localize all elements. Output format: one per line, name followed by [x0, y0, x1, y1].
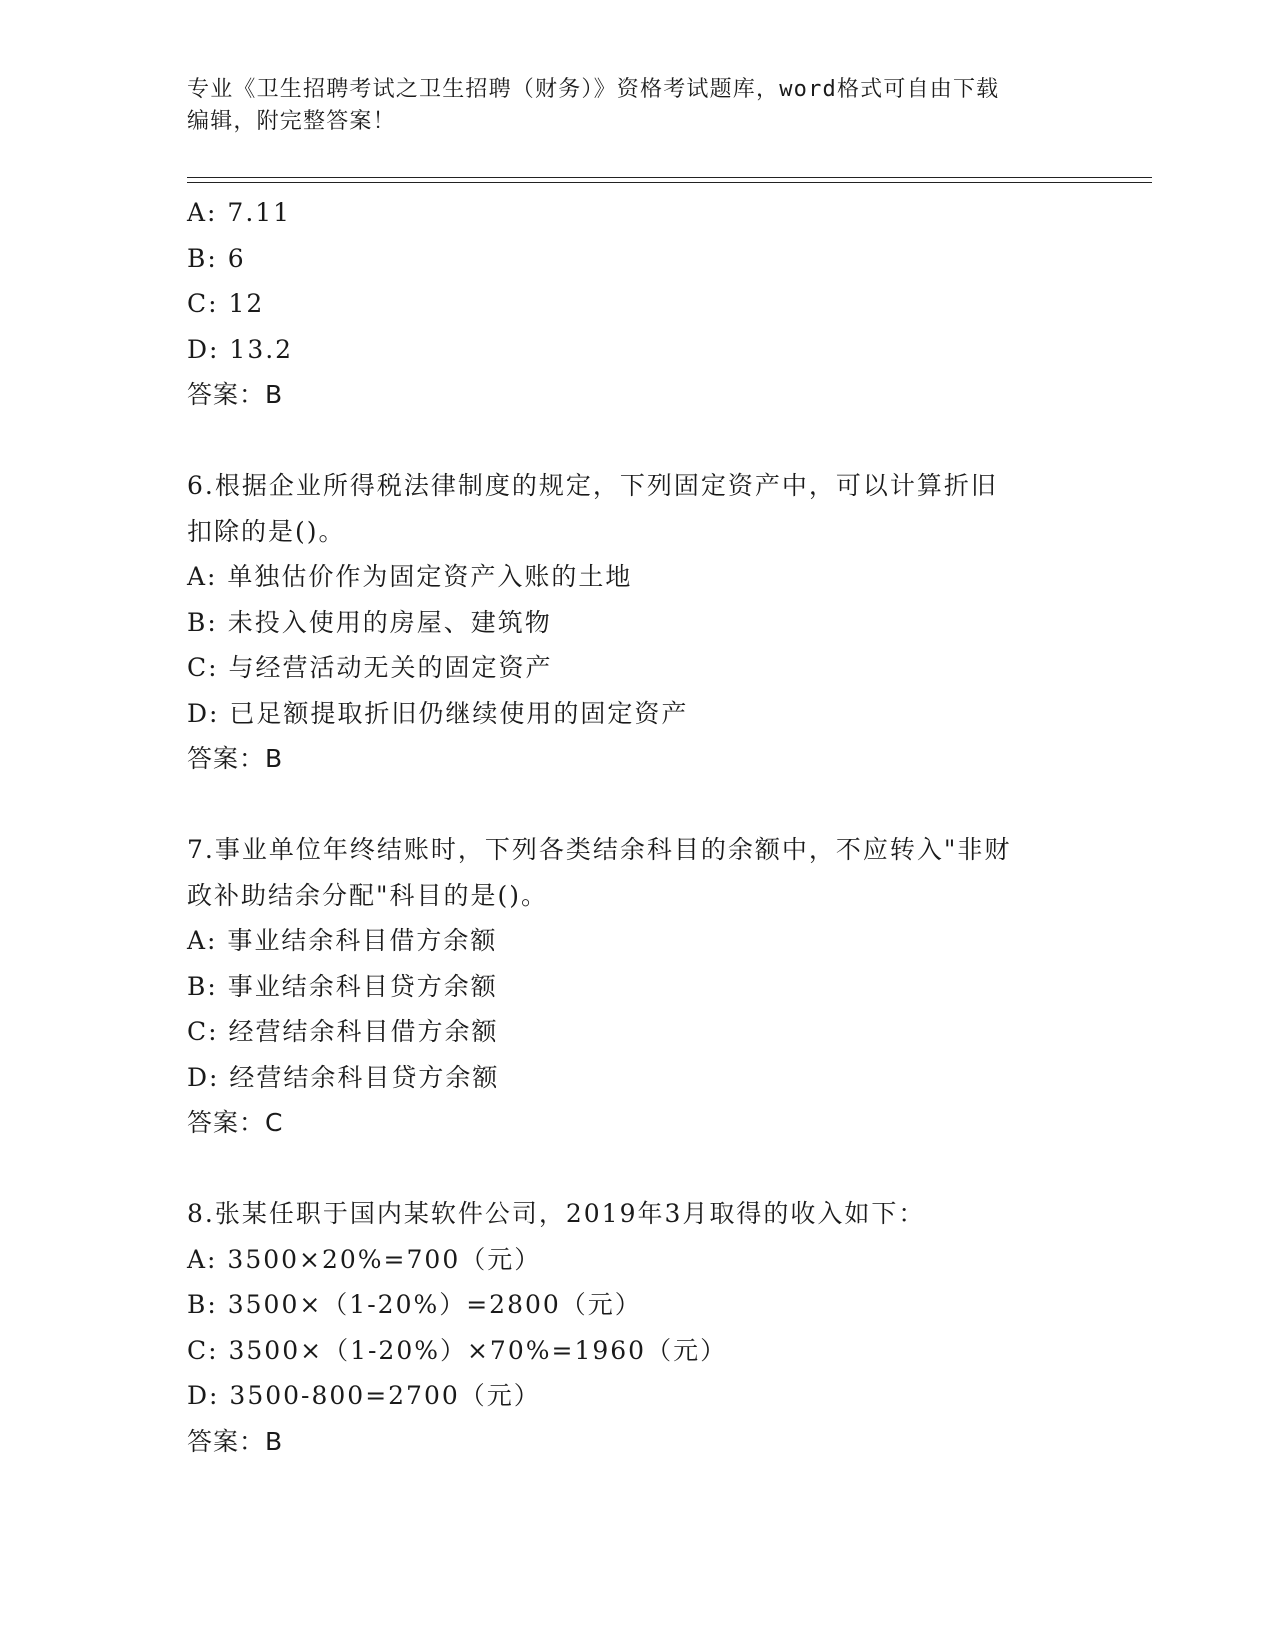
q8-option-c: C: 3500×（1-20%）×70%=1960（元）	[187, 1335, 728, 1365]
document-header	[187, 74, 1057, 138]
q6-option-c: C: 与经营活动无关的固定资产	[187, 653, 553, 682]
question-list	[187, 190, 1087, 1464]
q6-option-d: D: 已足额提取折旧仍继续使用的固定资产	[187, 698, 689, 728]
q5-option-a: A: 7.11	[187, 198, 292, 227]
question-6	[187, 463, 1087, 782]
q7-option-a: A: 事业结余科目借方余额	[187, 926, 498, 955]
spacer	[187, 782, 1087, 828]
header-divider-bottom	[187, 182, 1152, 183]
q7-option-d: D: 经营结余科目贷方余额	[187, 1062, 500, 1092]
q8-option-a: A: 3500×20%=700（元）	[187, 1244, 542, 1274]
q7-answer: 答案：C	[187, 1108, 284, 1137]
question-7	[187, 827, 1087, 1146]
q6-stem-line-1: 6.根据企业所得税法律制度的规定，下列固定资产中，可以计算折旧	[187, 471, 998, 500]
q6-option-a: A: 单独估价作为固定资产入账的土地	[187, 562, 633, 591]
question-5	[187, 190, 1087, 418]
q8-option-d: D: 3500-800=2700（元）	[187, 1381, 541, 1410]
q8-option-b: B: 3500×（1-20%）=2800（元）	[187, 1290, 642, 1319]
q7-option-c: C: 经营结余科目借方余额	[187, 1017, 499, 1046]
spacer	[187, 1146, 1087, 1192]
q5-option-d: D: 13.2	[187, 334, 294, 364]
header-divider-top	[187, 177, 1152, 178]
q5-answer: 答案：B	[187, 380, 284, 409]
question-8	[187, 1191, 1087, 1464]
q6-stem-line-2: 扣除的是()。	[187, 516, 346, 546]
q8-stem-line-1: 8.张某任职于国内某软件公司，2019年3月取得的收入如下：	[187, 1199, 926, 1228]
q6-option-b: B: 未投入使用的房屋、建筑物	[187, 607, 552, 637]
q7-option-b: B: 事业结余科目贷方余额	[187, 971, 498, 1001]
q5-option-b: B: 6	[187, 243, 246, 273]
header-line-1: 专业《卫生招聘考试之卫生招聘（财务）》资格考试题库，word格式可自由下载	[187, 77, 1000, 102]
header-line-2: 编辑，附完整答案！	[187, 109, 396, 134]
q8-answer: 答案：B	[187, 1426, 284, 1456]
q7-stem-line-1: 7.事业单位年终结账时，下列各类结余科目的余额中，不应转入"非财	[187, 835, 1012, 864]
spacer	[187, 418, 1087, 464]
q7-stem-line-2: 政补助结余分配"科目的是()。	[187, 880, 549, 910]
q6-answer: 答案：B	[187, 744, 284, 773]
q5-option-c: C: 12	[187, 289, 265, 318]
